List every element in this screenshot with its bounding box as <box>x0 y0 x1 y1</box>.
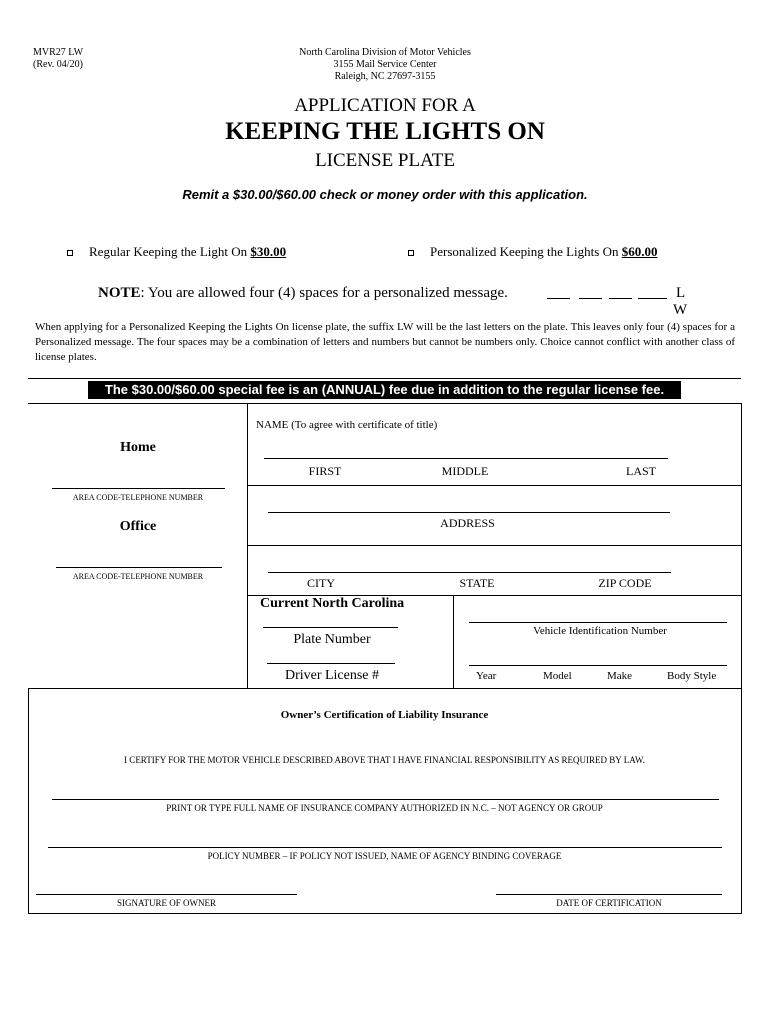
address-field[interactable] <box>268 512 670 513</box>
agency-address-2: Raleigh, NC 27697-3155 <box>334 71 436 82</box>
message-space-4[interactable] <box>638 298 667 299</box>
state-label: STATE <box>459 576 495 590</box>
certification-date-field[interactable] <box>496 894 722 895</box>
model-label: Model <box>543 670 572 682</box>
city-label: CITY <box>307 576 335 590</box>
owner-signature-label: SIGNATURE OF OWNER <box>117 898 216 908</box>
driver-license-label: Driver License # <box>284 668 380 683</box>
note-label: NOTE <box>98 285 141 301</box>
home-phone-label: AREA CODE-TELEPHONE NUMBER <box>72 493 204 502</box>
make-label: Make <box>607 670 633 682</box>
current-nc-heading: Current North Carolina <box>260 596 405 611</box>
page-title: KEEPING THE LIGHTS ON <box>225 118 545 145</box>
home-label: Home <box>120 440 156 455</box>
plate-number-field[interactable] <box>263 627 398 628</box>
regular-plate-label: Regular Keeping the Light On <box>89 244 251 259</box>
middle-name-label: MIDDLE <box>441 464 489 478</box>
driver-license-field[interactable] <box>267 663 395 664</box>
regular-plate-checkbox[interactable] <box>65 248 75 258</box>
certify-statement: I CERTIFY FOR THE MOTOR VEHICLE DESCRIBED ABOVE THAT I HAVE FINANCIAL RESPONSIBILITY AS REQUIRED BY LAW. <box>124 755 645 765</box>
title-line-1: APPLICATION FOR A <box>294 95 476 116</box>
name-row-border <box>247 485 741 486</box>
revision-date: (Rev. 04/20) <box>33 59 83 70</box>
personalized-plate-price: $60.00 <box>621 244 658 259</box>
home-phone-field[interactable] <box>52 488 225 489</box>
insurance-company-field[interactable] <box>52 799 719 800</box>
vin-field[interactable] <box>469 622 727 623</box>
regular-plate-price: $30.00 <box>250 244 287 259</box>
note-text <box>98 285 508 302</box>
form-right-border <box>741 403 742 913</box>
insurance-left-border <box>28 688 29 913</box>
message-space-1[interactable] <box>547 298 570 299</box>
policy-number-field[interactable] <box>48 847 722 848</box>
office-phone-label: AREA CODE-TELEPHONE NUMBER <box>72 572 204 581</box>
checkbox-icon <box>408 250 414 256</box>
address-row-border <box>247 545 741 546</box>
form-id: MVR27 LW <box>33 47 84 58</box>
body-style-label: Body Style <box>667 670 717 682</box>
form-bottom-border <box>28 913 742 914</box>
policy-number-label: POLICY NUMBER – IF POLICY NOT ISSUED, NAME OF AGENCY BINDING COVERAGE <box>207 851 562 861</box>
name-label: NAME (To agree with certificate of title) <box>256 419 438 431</box>
remit-instruction: Remit a $30.00/$60.00 check or money order with this application. <box>182 187 588 202</box>
vehicle-divider <box>453 595 454 688</box>
agency-address-1: 3155 Mail Service Center <box>333 59 437 70</box>
checkbox-icon <box>67 250 73 256</box>
suffix-letter-l: L <box>676 285 686 301</box>
last-name-label: LAST <box>626 464 656 478</box>
name-field[interactable] <box>264 458 668 459</box>
certification-date-label: DATE OF CERTIFICATION <box>556 898 662 908</box>
office-phone-field[interactable] <box>56 567 222 568</box>
insurance-company-label: PRINT OR TYPE FULL NAME OF INSURANCE COMPANY AUTHORIZED IN N.C. – NOT AGENCY OR GROUP <box>166 803 603 813</box>
vehicle-details-field[interactable] <box>469 665 727 666</box>
message-space-3[interactable] <box>609 298 632 299</box>
personalized-plate-option <box>430 244 657 260</box>
plate-number-label: Plate Number <box>293 632 371 647</box>
office-label: Office <box>119 519 157 534</box>
note-body: : You are allowed four (4) spaces for a personalized message. <box>140 285 508 301</box>
separator-line <box>28 378 741 379</box>
regular-plate-option <box>89 244 286 260</box>
zip-code-label: ZIP CODE <box>598 576 652 590</box>
form-top-border <box>28 403 742 404</box>
address-label: ADDRESS <box>440 516 495 530</box>
city-state-zip-field[interactable] <box>268 572 671 573</box>
year-label: Year <box>476 670 497 682</box>
agency-name: North Carolina Division of Motor Vehicles <box>299 47 471 58</box>
insurance-heading: Owner’s Certification of Liability Insurance <box>280 709 489 721</box>
personalized-plate-label: Personalized Keeping the Lights On <box>430 244 622 259</box>
message-space-2[interactable] <box>579 298 602 299</box>
owner-signature-field[interactable] <box>36 894 297 895</box>
title-line-3: LICENSE PLATE <box>315 150 455 171</box>
instructions-paragraph: When applying for a Personalized Keeping the Lights On license plate, the suffix LW will be the last letters on the plate. This leaves only four (4) spaces for a Personalized message. The four spaces may be a combination of letters and numbers but cannot be numbers only. Choice cannot conflict with another class of license plates. <box>35 321 735 363</box>
suffix-letter-w: W <box>673 302 688 318</box>
vin-label: Vehicle Identification Number <box>533 625 667 637</box>
insurance-top-border <box>28 688 742 689</box>
personalized-plate-checkbox[interactable] <box>406 248 416 258</box>
annual-fee-banner: The $30.00/$60.00 special fee is an (ANNUAL) fee due in addition to the regular license fee. <box>88 381 681 399</box>
first-name-label: FIRST <box>308 464 342 478</box>
